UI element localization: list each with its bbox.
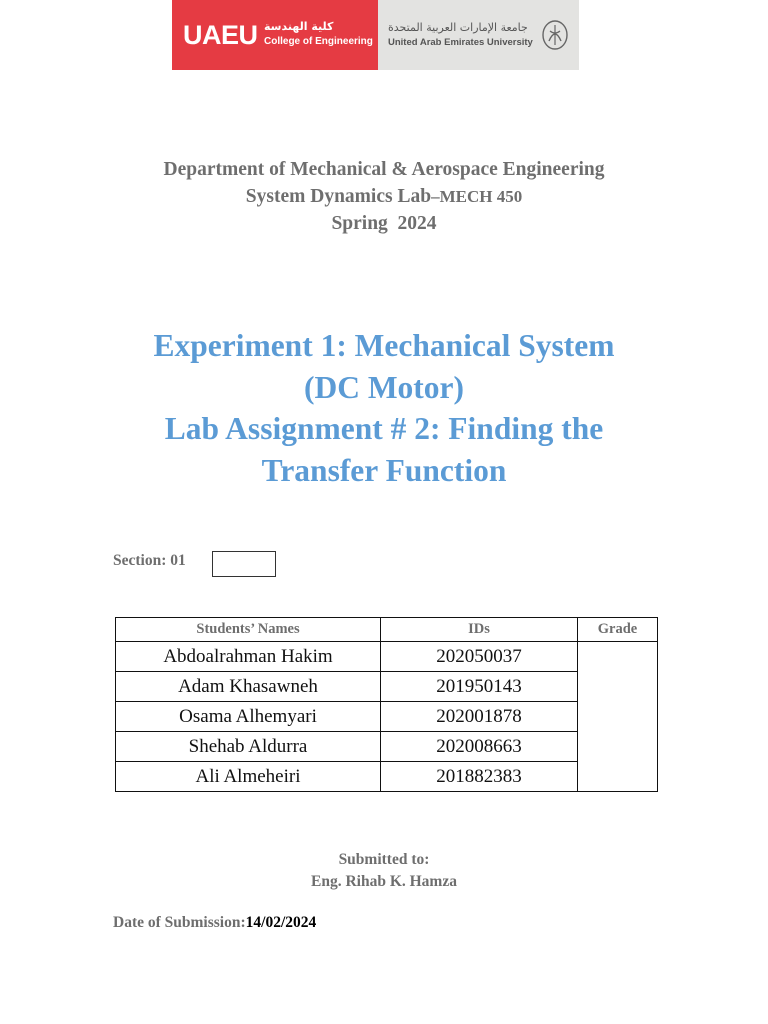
header-students-names: Students’ Names (116, 618, 381, 642)
university-emblem-icon (541, 19, 569, 51)
section-label: Section: 01 (113, 552, 186, 569)
course-name: System Dynamics Lab (245, 186, 432, 207)
student-name: Adam Khasawneh (116, 672, 381, 702)
department-name: Department of Mechanical & Aerospace Engineering (163, 159, 605, 180)
course-header (0, 156, 768, 237)
university-name-english: United Arab Emirates University (388, 37, 533, 48)
submission-date-label: Date of Submission: (113, 914, 246, 931)
section-box (212, 551, 276, 577)
table-row (116, 762, 658, 792)
term: Spring 2024 (331, 213, 437, 234)
student-name: Osama Alhemyari (116, 702, 381, 732)
college-name-arabic: كلية الهندسة (264, 20, 334, 33)
course-line (0, 183, 768, 210)
header-ids: IDs (381, 618, 578, 642)
college-logo (172, 0, 378, 70)
table-row (116, 732, 658, 762)
student-name: Shehab Aldurra (116, 732, 381, 762)
university-logo-banner (172, 0, 579, 70)
student-id: 202008663 (381, 732, 578, 762)
title-line-2: (DC Motor) (303, 369, 465, 405)
student-id: 202050037 (381, 642, 578, 672)
student-name: Abdoalrahman Hakim (116, 642, 381, 672)
title-line-1: Experiment 1: Mechanical System (153, 328, 615, 363)
university-name-arabic: جامعة الإمارات العربية المتحدة (388, 21, 528, 34)
student-id: 201950143 (381, 672, 578, 702)
university-logo (378, 0, 579, 70)
title-line-4: Transfer Function (261, 452, 507, 488)
table-row (116, 642, 658, 672)
submitted-to-block (0, 849, 768, 893)
header-grade: Grade (578, 618, 658, 642)
course-code: –MECH 450 (431, 187, 523, 206)
student-id: 202001878 (381, 702, 578, 732)
title-line-3: Lab Assignment # 2: Finding the (164, 411, 604, 446)
submission-date-value: 14/02/2024 (245, 914, 317, 931)
college-name-english: College of Engineering (264, 36, 373, 47)
grade-cell (578, 642, 658, 792)
submission-date-line (113, 914, 316, 932)
uaeu-wordmark: UAEU (183, 20, 258, 50)
table-header-row (116, 618, 658, 642)
table-row (116, 672, 658, 702)
table-row (116, 702, 658, 732)
instructor-name: Eng. Rihab K. Hamza (311, 873, 457, 890)
students-table (115, 617, 658, 792)
student-id: 201882383 (381, 762, 578, 792)
student-name: Ali Almeheiri (116, 762, 381, 792)
submitted-to-label: Submitted to: (338, 851, 430, 868)
document-title (0, 325, 768, 491)
